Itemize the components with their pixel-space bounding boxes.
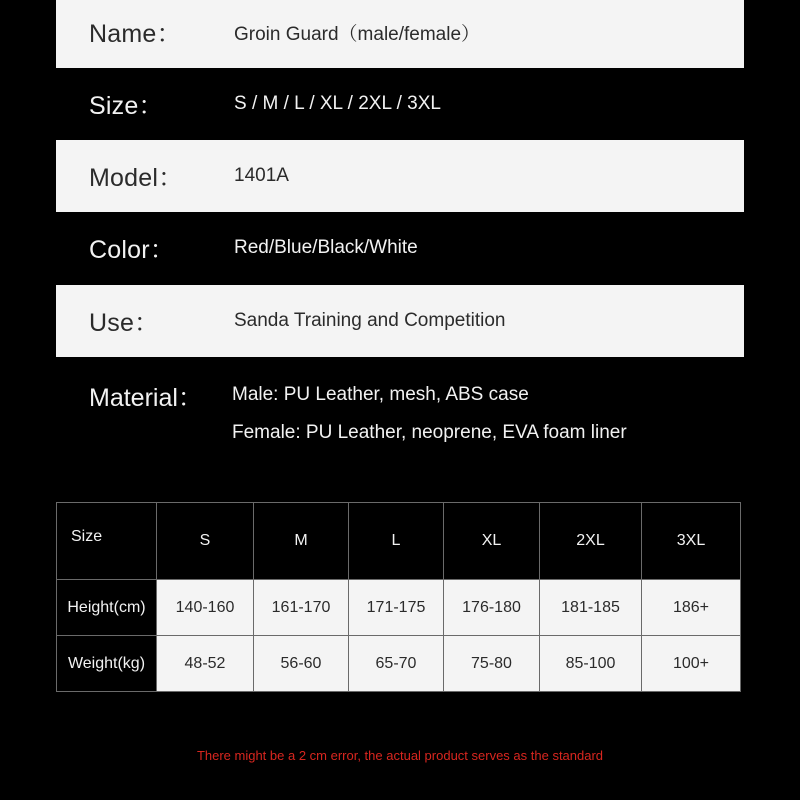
table-cell: 161-170 (254, 580, 349, 636)
model-value: 1401A (234, 165, 289, 186)
name-label: Name： (89, 20, 182, 48)
table-header-row (57, 503, 741, 580)
table-cell: 85-100 (540, 636, 642, 692)
table-cell: 181-185 (540, 580, 642, 636)
use-label: Use： (89, 309, 160, 337)
table-cell: 65-70 (349, 636, 444, 692)
model-label: Model： (89, 164, 184, 192)
name-value: Groin Guard（male/female） (234, 23, 481, 45)
color-label: Color： (89, 236, 175, 264)
row-header: Height(cm) (57, 580, 157, 636)
disclaimer-note: There might be a 2 cm error, the actual product serves as the standard (196, 748, 604, 763)
table-cell: 186+ (642, 580, 741, 636)
table-cell: 171-175 (349, 580, 444, 636)
table-cell: 48-52 (157, 636, 254, 692)
material-male: Male: PU Leather, mesh, ABS case (232, 384, 529, 405)
column-header: L (349, 503, 444, 580)
material-label: Material： (89, 384, 203, 412)
spec-row-color (56, 212, 744, 284)
spec-row-size (56, 68, 744, 140)
table-corner-cell (57, 503, 157, 580)
column-header: 2XL (540, 503, 642, 580)
row-header: Weight(kg) (57, 636, 157, 692)
material-block (56, 360, 744, 470)
column-header: M (254, 503, 349, 580)
corner-label: Size (71, 528, 103, 545)
size-value: S / M / L / XL / 2XL / 3XL (234, 93, 441, 114)
table-cell: 75-80 (444, 636, 540, 692)
table-cell: 140-160 (157, 580, 254, 636)
table-row (57, 636, 741, 692)
table-cell: 56-60 (254, 636, 349, 692)
table-cell: 176-180 (444, 580, 540, 636)
spec-row-use (56, 285, 744, 357)
size-chart-table (56, 502, 741, 692)
column-header: 3XL (642, 503, 741, 580)
column-header: XL (444, 503, 540, 580)
size-label: Size： (89, 92, 164, 120)
spec-row-name (56, 0, 744, 68)
material-female: Female: PU Leather, neoprene, EVA foam liner (232, 422, 627, 443)
table-cell: 100+ (642, 636, 741, 692)
color-value: Red/Blue/Black/White (234, 237, 418, 258)
table-row (57, 580, 741, 636)
column-header: S (157, 503, 254, 580)
spec-row-model (56, 140, 744, 212)
use-value: Sanda Training and Competition (234, 310, 506, 331)
